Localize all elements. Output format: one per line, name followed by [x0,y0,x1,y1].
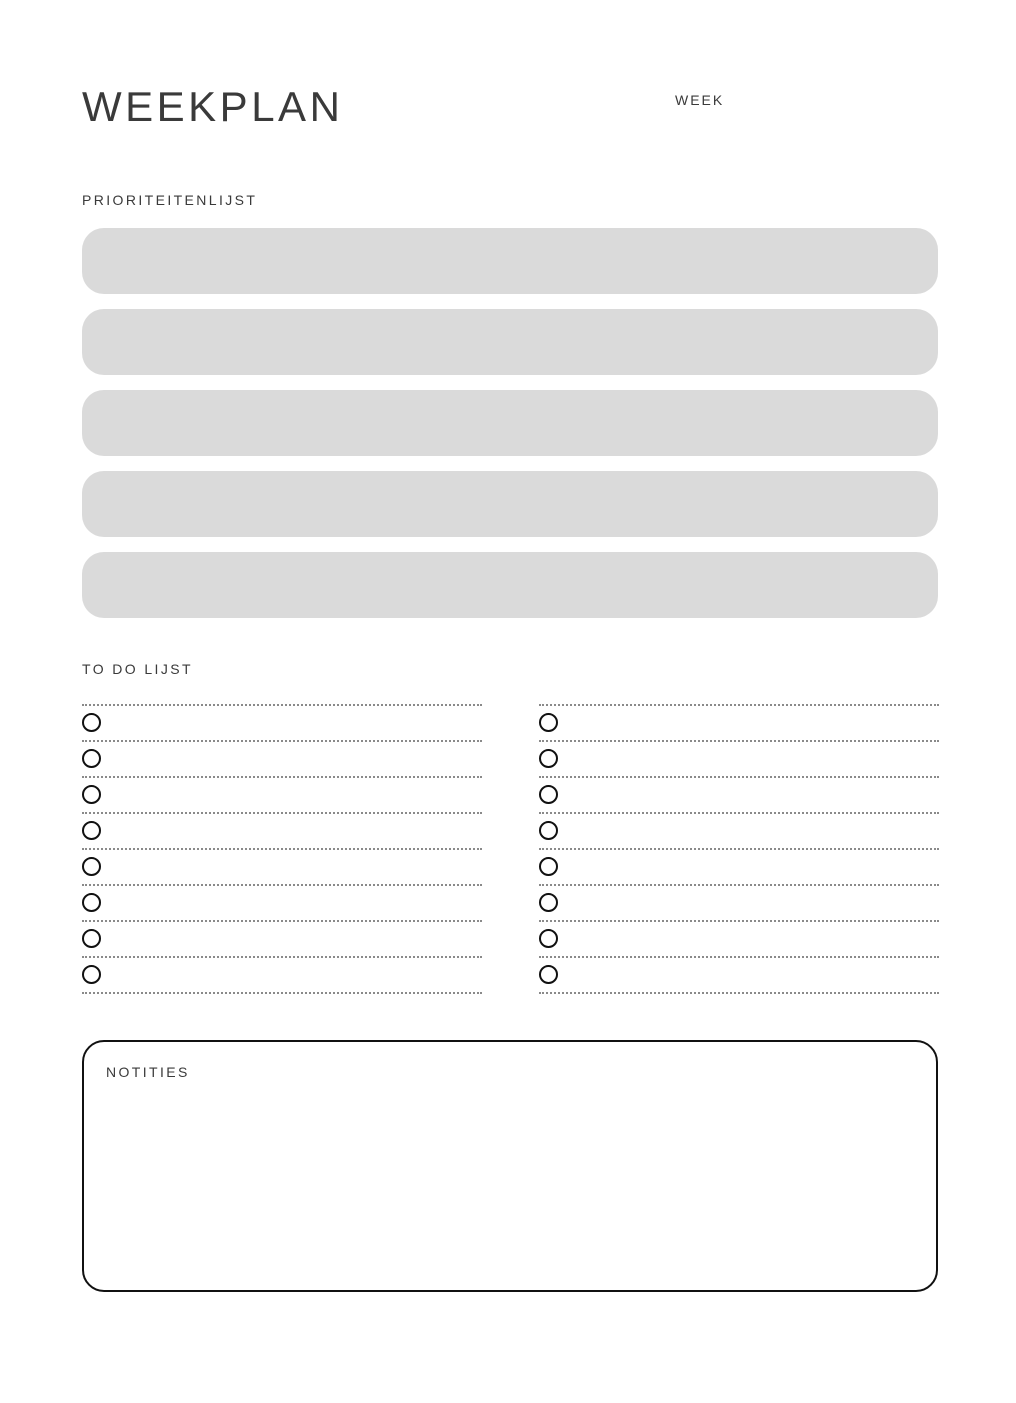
priorities-list [82,228,938,633]
todo-column-left [82,704,482,994]
circle-checkbox-icon[interactable] [82,785,101,804]
todo-item[interactable] [82,778,482,814]
todo-item[interactable] [82,922,482,958]
circle-checkbox-icon[interactable] [539,965,558,984]
todo-item[interactable] [539,742,939,778]
todo-item[interactable] [539,922,939,958]
circle-checkbox-icon[interactable] [82,713,101,732]
todo-label: TO DO LIJST [82,661,193,677]
circle-checkbox-icon[interactable] [539,857,558,876]
circle-checkbox-icon[interactable] [539,785,558,804]
todo-item[interactable] [539,886,939,922]
priority-field[interactable] [82,390,938,456]
circle-checkbox-icon[interactable] [82,965,101,984]
priority-field[interactable] [82,471,938,537]
circle-checkbox-icon[interactable] [82,821,101,840]
todo-item[interactable] [539,706,939,742]
todo-column-right [539,704,939,994]
circle-checkbox-icon[interactable] [539,929,558,948]
circle-checkbox-icon[interactable] [82,929,101,948]
notes-label: NOTITIES [106,1064,190,1080]
circle-checkbox-icon[interactable] [539,893,558,912]
priority-field[interactable] [82,552,938,618]
week-label: WEEK [675,92,725,108]
circle-checkbox-icon[interactable] [539,821,558,840]
circle-checkbox-icon[interactable] [82,893,101,912]
todo-item[interactable] [82,814,482,850]
priority-field[interactable] [82,228,938,294]
circle-checkbox-icon[interactable] [82,749,101,768]
todo-item[interactable] [82,886,482,922]
priority-field[interactable] [82,309,938,375]
priorities-label: PRIORITEITENLIJST [82,192,258,208]
todo-item[interactable] [82,958,482,994]
page-title: WEEKPLAN [82,83,344,130]
todo-item[interactable] [539,850,939,886]
todo-item[interactable] [82,742,482,778]
todo-item[interactable] [539,814,939,850]
todo-item[interactable] [539,778,939,814]
todo-item[interactable] [539,958,939,994]
circle-checkbox-icon[interactable] [82,857,101,876]
todo-item[interactable] [82,706,482,742]
circle-checkbox-icon[interactable] [539,749,558,768]
notes-box[interactable] [82,1040,938,1292]
circle-checkbox-icon[interactable] [539,713,558,732]
todo-item[interactable] [82,850,482,886]
